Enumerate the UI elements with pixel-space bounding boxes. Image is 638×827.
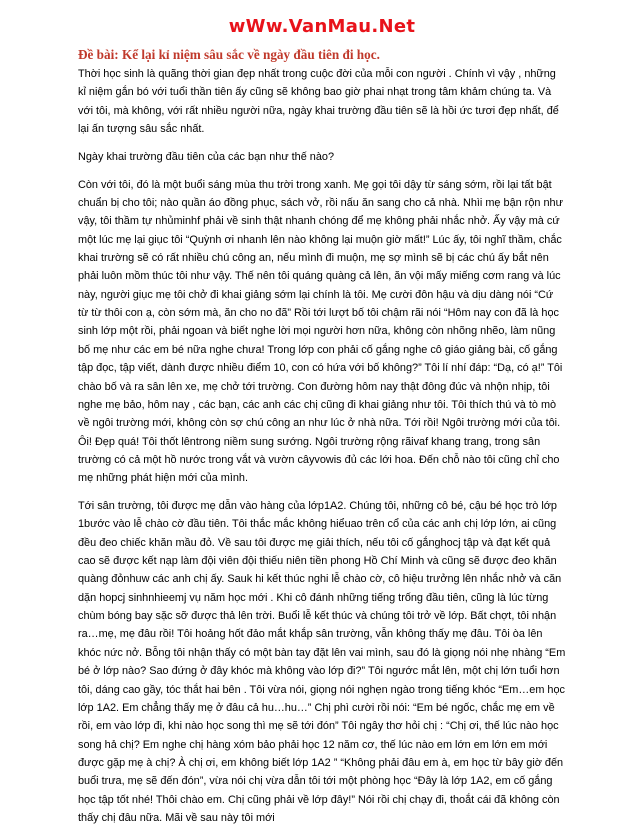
prompt-title: Đề bài: Kể lại kỉ niệm sâu sắc về ngày đầu tiên đi học. — [78, 47, 380, 62]
site-title: wWw.VanMau.Net — [228, 16, 416, 37]
morning-paragraph: Còn với tôi, đó là một buổi sáng mùa thu trời trong xanh. Mẹ gọi tôi dậy từ sáng sớm, rồi lại tất bật chuẩn bị cho tôi; nào quần áo đồng phục, sách vở, rồi nấu ăn sang cho cả nhà. Nhìi mẹ bận rộn như vậy, tôi thầm tự nhủminhf phải về sinh thật nhanh chóng để mẹ không phải nhắc nhở. Ấy vậy mà cứ một lúc mẹ lại giục tôi “Quỳnh ơi nhanh lên nào không lại muộn giờ mất!” Lúc ấy, tôi nghĩ thầm, chắc khai trường sẽ có rất nhiều chú công an, nếu mình đi muộn, mẹ sợ mình sẽ bị các chú ấy bắt nên phải luôn mồm thúc tôi như vậy. Thế nên tôi quáng quàng cả lên, ăn vội mấy miếng cơm rang và lúc này, người giục mẹ tôi chở đi khai giảng sớm lại chính là tôi. Mẹ cười đôn hậu và dịu dàng nói “Cứ từ từ thôi con ạ, còn sớm mà, ăn cho no đã” Rồi tới lượt bố tôi chậm rãi nói “Hôm nay con đã là học sinh lớp một rồi, phải ngoan và biết nghe lời mọi người hơn nữa, không còn nhõng nhẽo, làm nũng bố mẹ như các em bé nữa nghe chưa! Trong lớp con phải cố gắng nghe cô giáo giảng bài, cố gắng tập đọc, tập viết, dành được nhiều điểm 10, con có hứa với bố không?” Tôi lí nhí đáp: “Dạ, có ạ!” Tôi chào bố và ra sân lên xe, mẹ chở tới trường. Con đường hôm nay thật đông đúc và nhộn nhịp, tôi nghe mẹ bảo, hôm nay , các bạn, các anh các chị cũng đi khai giảng như tôi. Tôi thích thú và tò mò về ngôi trường mới, không còn sợ chú công an như lúc ở nhà nữa. Tới rồi! Ngôi trường mới của tôi. Ôi! Đẹp quá! Tôi thốt lêntrong niềm sung sướng. Ngôi trường rộng rãivaf khang trang, trong sân trường có cả một hồ nước trong vắt và vườn câyvowis đủ các lới hoa. Đến chỗ nào tôi cũng chỉ cho mẹ những phát hiện mới của mình. — [78, 178, 563, 485]
school-yard-paragraph: Tới sân trường, tôi được mẹ dẫn vào hàng của lớp1A2. Chúng tôi, những cô bé, cậu bé học trò lớp 1bước vào lễ chào cờ đầu tiên. Tôi thắc mắc không hiểuao trên cổ của các anh chị lớp lớn, ai cũng đều đeo chiếc khăn mầu đỏ. Về sau tôi được mẹ giải thích, nếu tôi cố gắnghocj tập và đạt kết quả cao sẽ được kết nạp làm đội viên đội thiếu niên tiền phong Hồ Chí Minh và cũng sẽ được đeo khăn quàng đỏnhuw các anh chị ấy. Sauk hi kết thúc nghi lễ chào cờ, cô hiệu trưởng lên nhắc nhở và căn dặn hopcj sinhnhieemj vụ năm học mới . Khi cô đánh những tiếng trống đầu tiên, cũng là lúc từng chùm bóng bay sặc sỡ được thả lên trời. Buổi lễ kết thúc và chúng tôi trở về lớp. Bất chợt, tôi nhận ra…mẹ, mẹ đâu rồi! Tôi hoảng hốt đảo mắt khắp sân trường, vẫn không thấy mẹ đâu. Tôi òa lên khóc nức nở. Bỗng tôi nhận thấy có một bàn tay đặt lên vai mình, sau đó là giọng nói nhẹ nhàng “Em bé ở lớp nào? Sao đứng ở đây khóc mà không vào lớp đi?” Tôi ngước mắt lên, một chị lớn tuổi hơn tôi, dáng cao gầy, tóc thắt hai bên . Tôi vừa nói, giọng nói nghẹn ngào trong tiếng khóc “Em…em học lớp 1A2. Em chẳng thấy mẹ ở đâu cả hu…hu…” Chị phì cười rồi nói: “Em bé ngốc, chắc mẹ em về rồi, em vào lớp đi, khi nào học song thì mẹ sẽ tới đón” Tôi ngây thơ hỏi chị : “Chị ơi, thế lúc nào học song hả chị? Em nghe chị hàng xóm bảo phải học 12 năm cơ, thế lúc nào em lớn em lớn em mới được gặp mẹ à chị? À chị ơi, em không biết lớp 1A2 ” “Không phải đâu em à, em học từ bây giờ đến buổi trưa, mẹ sẽ đến đón”, vừa nói chị vừa dẫn tôi tới một phòng học “Đây là lớp 1A2, em cố gắng học tập tốt nhé! Thôi chào em. Chị cũng phải về lớp đây!” Nói rồi chị chạy đi, thoắt cái đã không còn thấy chị đâu nữa. Mãi về sau này tôi mới — [78, 500, 566, 824]
question-paragraph: Ngày khai trường đầu tiên của các bạn như thế nào? — [78, 150, 335, 163]
intro-paragraph: Thời học sinh là quãng thời gian đẹp nhất trong cuộc đời của mỗi con người . Chính vì vậy , những kỉ niệm gắn bó với tuổi thần tiên ấy cũng sẽ không bao giờ phai nhạt trong tâm khảm chúng ta. Và với tôi, mà không, với rất nhiều người nữa, ngày khai trường đầu tiên sẽ là hồi ức tươi đẹp nhất, để lại ấn tượng sâu sắc nhất. — [78, 68, 559, 136]
